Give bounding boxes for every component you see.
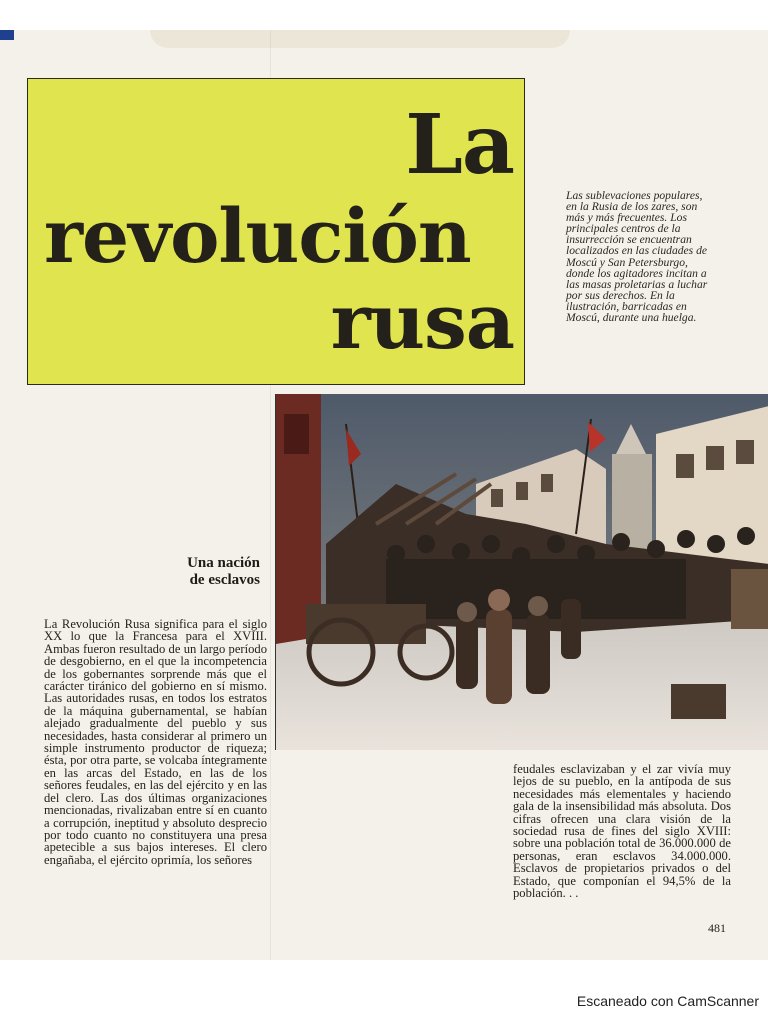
section-subheading bbox=[140, 555, 260, 589]
barricades-illustration bbox=[275, 394, 768, 750]
torn-edge bbox=[150, 30, 570, 48]
title-line-1: La bbox=[405, 97, 514, 193]
scan-edge bbox=[0, 30, 14, 40]
title-line-2: revolución bbox=[44, 194, 471, 280]
body-column-left: La Revolución Rusa significa para el siglo XX lo que la Francesa para el XVIII. Ambas fueron resultado de un largo período de desgobierno, en el que la incompetencia de los gobernantes sorprende más que el carácter tiránico del gobierno en sí mismo. Las autoridades rusas, en todos los estratos de la máquina gubernamental, se habían alejado gradualmente del pueblo y sus necesidades, hasta considerar al primero un simple instrumento productor de riqueza; ésta, por otra parte, se volcaba íntegramente en las arcas del Estado, en las de los señores feudales, en las del ejército y en las del clero. Las dos últimas organizaciones mencionadas, rivalizaban entre sí en cuanto a corrupción, ineptitud y absoluto desprecio por todo cuanto no constituyera una presa apetecible a sus bajos intereses. El clero engañaba, el ejército oprimía, los señores bbox=[44, 617, 267, 867]
painting-svg bbox=[276, 394, 768, 750]
title-box bbox=[27, 78, 525, 385]
subheading-line-1: Una nación bbox=[187, 555, 260, 571]
subheading-line-2: de esclavos bbox=[189, 572, 260, 588]
title-line-3: rusa bbox=[330, 277, 514, 366]
image-caption: Las sublevaciones populares, en la Rusia de los zares, son más y más frecuentes. Los principales centros de la insurrección se encuentran localizados en las ciudades de Moscú y San Petersburgo, donde los agitadores incitan a las masas proletarias a luchar por sus derechos. En la ilustración, barricadas en Moscú, durante una huelga. bbox=[566, 189, 708, 325]
page-number: 481 bbox=[708, 921, 726, 935]
body-column-right: feudales esclavizaban y el zar vivía muy lejos de su pueblo, en la antípoda de sus necesidades más elementales y haciendo gala de la insensibilidad más absoluta. Dos cifras ofrecen una clara visión de la sociedad rusa de fines del siglo XVIII: sobre una población total de 36.000.000 de personas, eran esclavos 34.000.000. Esclavos de propietarios privados o del Estado, que componían el 94,5% de la población. . . bbox=[513, 762, 731, 901]
scanner-watermark: Escaneado con CamScanner bbox=[576, 993, 759, 1009]
